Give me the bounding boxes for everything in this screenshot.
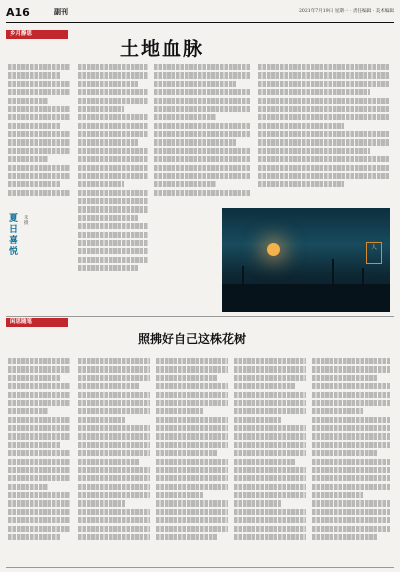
bottom-column-label: 闲思随笔 (6, 318, 68, 327)
sun-glow (267, 243, 280, 256)
page-number: A16 (6, 6, 30, 19)
top-far-right-body-text (258, 64, 390, 204)
publication-meta: 2021年7月19日 星期一 · 责任编辑 · 美术编辑 (299, 9, 394, 14)
tree-silhouette (332, 259, 334, 284)
photo-credit: 禾 摄 (24, 216, 29, 226)
bottom-article-title: 照拂好自己这株花树 (138, 332, 247, 346)
bottom-col-2-text (78, 358, 150, 564)
section-divider (6, 316, 394, 317)
top-right-body-text (154, 64, 250, 210)
top-column-label: 乡月静思 (6, 30, 68, 39)
bottom-col-5-text (312, 358, 390, 564)
tree-silhouette (362, 268, 364, 284)
bottom-col-4-text (234, 358, 306, 564)
top-article-title: 土地血脉 (120, 38, 205, 60)
tree-silhouette (242, 266, 244, 284)
bottom-col-3-text (156, 358, 228, 564)
bottom-col-1-text (8, 358, 70, 564)
page-header (6, 6, 394, 23)
photo-stamp: 人 (366, 242, 382, 264)
top-middle-body-text (78, 64, 148, 312)
section-title: 副刊 (54, 8, 68, 16)
land-silhouette (222, 284, 390, 312)
top-left-body-text (8, 64, 70, 209)
sunset-photo (222, 208, 390, 312)
vertical-feature-title: 夏日喜悦 (9, 214, 19, 257)
footer-rule (6, 567, 394, 568)
